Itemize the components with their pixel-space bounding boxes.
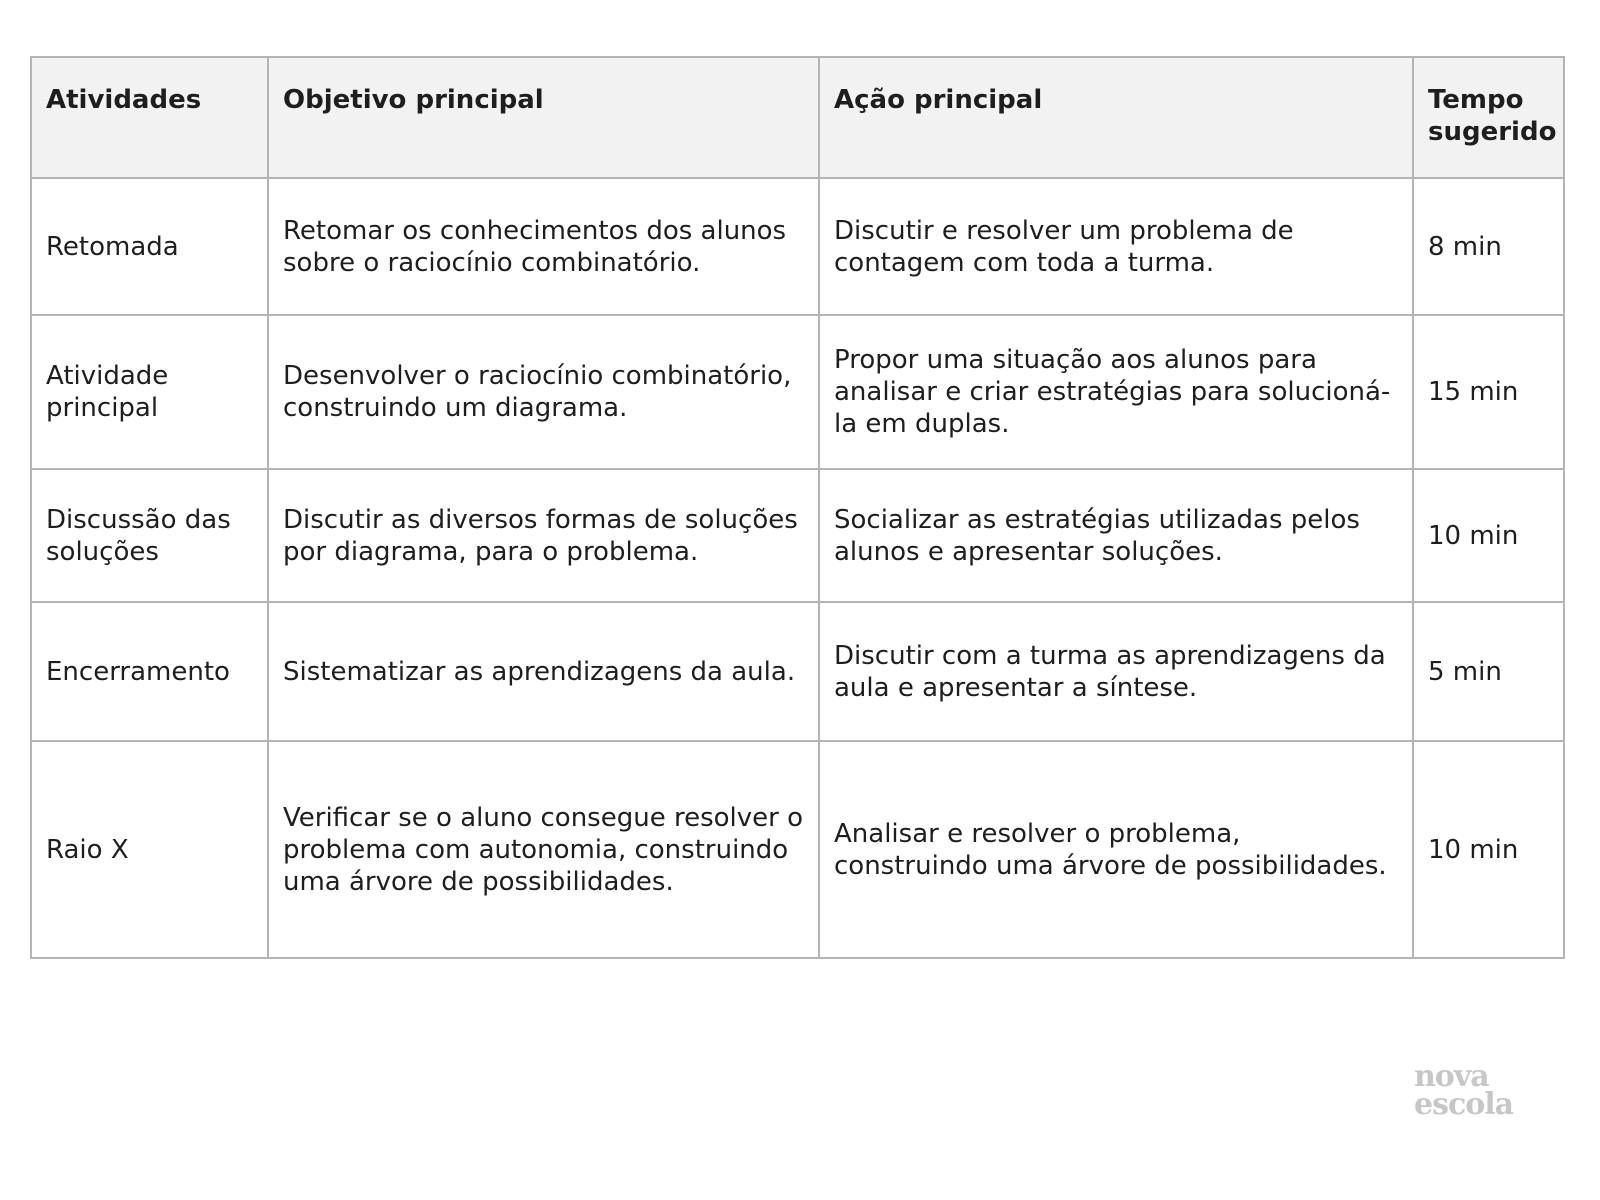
table-body bbox=[31, 178, 1564, 958]
cell-acao: Socializar as estratégias utilizadas pelos alunos e apresentar soluções. bbox=[819, 469, 1413, 602]
cell-atividade: Encerramento bbox=[31, 602, 268, 741]
table-row bbox=[31, 178, 1564, 315]
cell-tempo: 10 min bbox=[1413, 469, 1564, 602]
table-row bbox=[31, 741, 1564, 958]
cell-acao: Discutir com a turma as aprendizagens da aula e apresentar a síntese. bbox=[819, 602, 1413, 741]
cell-objetivo: Verificar se o aluno consegue resolver o problema com autonomia, construindo uma árvore de possibilidades. bbox=[268, 741, 819, 958]
cell-objetivo: Sistematizar as aprendizagens da aula. bbox=[268, 602, 819, 741]
table-header bbox=[31, 57, 1564, 178]
cell-atividade: Atividade principal bbox=[31, 315, 268, 469]
cell-tempo: 15 min bbox=[1413, 315, 1564, 469]
header-tempo-sugerido: Tempo sugerido bbox=[1413, 57, 1564, 178]
header-atividades: Atividades bbox=[31, 57, 268, 178]
cell-tempo: 10 min bbox=[1413, 741, 1564, 958]
cell-objetivo: Discutir as diversos formas de soluções por diagrama, para o problema. bbox=[268, 469, 819, 602]
table-row bbox=[31, 469, 1564, 602]
cell-acao: Analisar e resolver o problema, construindo uma árvore de possibilidades. bbox=[819, 741, 1413, 958]
table-row bbox=[31, 315, 1564, 469]
cell-atividade: Discussão das soluções bbox=[31, 469, 268, 602]
cell-acao: Discutir e resolver um problema de contagem com toda a turma. bbox=[819, 178, 1413, 315]
lesson-plan-table bbox=[30, 56, 1565, 959]
header-row bbox=[31, 57, 1564, 178]
logo-line-escola: escola bbox=[1414, 1087, 1514, 1122]
logo-line-nova: nova bbox=[1414, 1059, 1489, 1094]
cell-objetivo: Retomar os conhecimentos dos alunos sobre o raciocínio combinatório. bbox=[268, 178, 819, 315]
cell-atividade: Raio X bbox=[31, 741, 268, 958]
nova-escola-logo bbox=[1414, 1059, 1534, 1122]
cell-acao: Propor uma situação aos alunos para analisar e criar estratégias para solucioná-la em duplas. bbox=[819, 315, 1413, 469]
cell-tempo: 8 min bbox=[1413, 178, 1564, 315]
cell-tempo: 5 min bbox=[1413, 602, 1564, 741]
table-row bbox=[31, 602, 1564, 741]
cell-objetivo: Desenvolver o raciocínio combinatório, construindo um diagrama. bbox=[268, 315, 819, 469]
header-objetivo-principal: Objetivo principal bbox=[268, 57, 819, 178]
header-acao-principal: Ação principal bbox=[819, 57, 1413, 178]
cell-atividade: Retomada bbox=[31, 178, 268, 315]
